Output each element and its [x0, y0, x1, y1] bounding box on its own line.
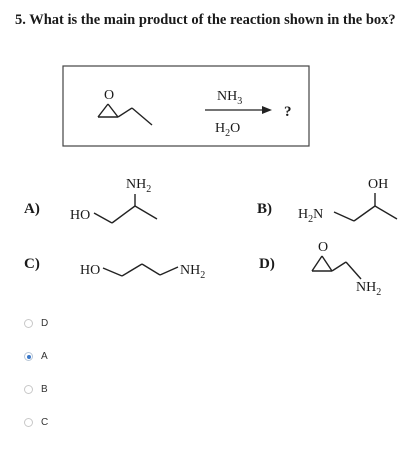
answer-c-label: C): [24, 256, 40, 272]
question-bold-word: product: [138, 12, 188, 28]
reaction-box: [63, 66, 309, 146]
answer-c-ho: HO: [80, 263, 101, 278]
reagent-h2o: $H_2O$: [215, 121, 241, 139]
answer-d-oxygen: O: [318, 240, 329, 255]
answer-c-structure: [103, 264, 178, 276]
choice-label: C: [41, 417, 49, 428]
answer-a-ho: HO: [70, 208, 91, 223]
answer-a-structure: [94, 194, 157, 223]
choice-label: D: [41, 318, 49, 329]
answer-d-nh2: $NH_2$: [356, 280, 382, 298]
answer-b-oh: OH: [368, 177, 389, 192]
choice-label: B: [41, 384, 48, 395]
answer-a-label: A): [24, 201, 40, 217]
choice-label: A: [41, 351, 48, 362]
answer-b-h2n: $H_2N$: [298, 207, 324, 225]
reaction-arrowhead: [262, 106, 272, 114]
radio-button[interactable]: [24, 418, 33, 427]
answer-b-label: B): [257, 201, 272, 217]
answer-d-label: D): [259, 256, 275, 272]
radio-button-selected[interactable]: [24, 352, 33, 361]
answer-d-structure: [312, 256, 361, 279]
choice-d[interactable]: [24, 318, 48, 329]
epoxide-oxygen: O: [104, 88, 115, 103]
reagent-nh3: $NH_3$: [217, 89, 243, 107]
answer-c-nh2: $NH_2$: [180, 263, 206, 281]
choice-c[interactable]: [24, 417, 48, 428]
choice-b[interactable]: [24, 384, 48, 395]
radio-button[interactable]: [24, 319, 33, 328]
question-suffix: of the reaction shown in the box?: [187, 12, 396, 28]
radio-button[interactable]: [24, 385, 33, 394]
answer-a-nh2: $NH_2$: [126, 177, 152, 195]
choice-a[interactable]: [24, 351, 48, 362]
answer-b-structure: [334, 193, 397, 221]
unknown-product: ?: [284, 104, 292, 120]
question-prefix: 5. What is the main: [15, 12, 139, 28]
reactant-epoxide: [98, 104, 152, 125]
